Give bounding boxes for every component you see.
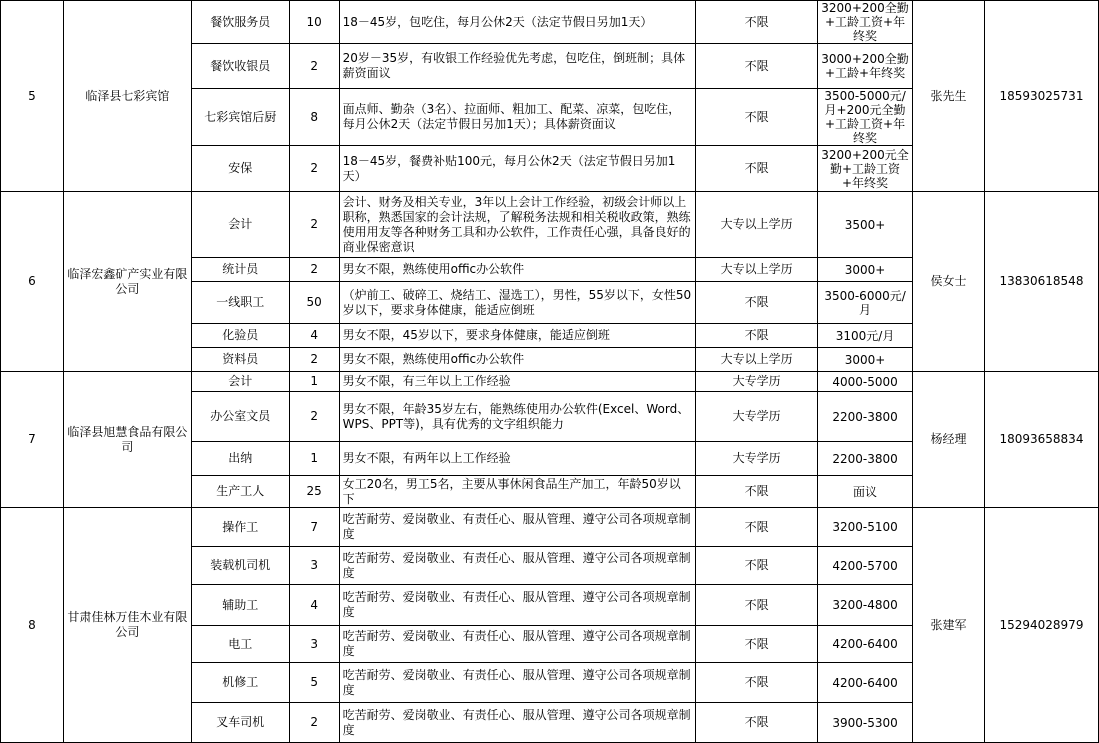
salary-cell: 3000+ bbox=[818, 348, 913, 372]
job-title-cell: 一线职工 bbox=[191, 282, 289, 324]
education-cell: 不限 bbox=[696, 585, 818, 626]
education-cell: 大专以上学历 bbox=[696, 348, 818, 372]
headcount-cell: 25 bbox=[289, 476, 339, 508]
requirement-cell: 会计、财务及相关专业，3年以上会计工作经验，初级会计师以上职称，熟悉国家的会计法规，了解税务法规和相关税收政策，熟练使用用友等各种财务工具和办公软件，工作责任心强，具备良好的商业保密意识 bbox=[339, 192, 696, 258]
salary-cell: 4200-6400 bbox=[818, 626, 913, 663]
headcount-cell: 3 bbox=[289, 626, 339, 663]
headcount-cell: 7 bbox=[289, 508, 339, 547]
salary-cell: 3100元/月 bbox=[818, 324, 913, 348]
headcount-cell: 2 bbox=[289, 192, 339, 258]
education-cell: 大专学历 bbox=[696, 372, 818, 392]
headcount-cell: 4 bbox=[289, 585, 339, 626]
job-title-cell: 操作工 bbox=[191, 508, 289, 547]
company-cell: 临泽宏鑫矿产实业有限公司 bbox=[63, 192, 191, 372]
salary-cell: 3200-5100 bbox=[818, 508, 913, 547]
education-cell: 不限 bbox=[696, 663, 818, 703]
job-title-cell: 装载机司机 bbox=[191, 547, 289, 585]
requirement-cell: 男女不限，有两年以上工作经验 bbox=[339, 442, 696, 476]
education-cell: 不限 bbox=[696, 626, 818, 663]
requirement-cell: 18－45岁，餐费补贴100元，每月公休2天（法定节假日另加1天） bbox=[339, 146, 696, 192]
headcount-cell: 3 bbox=[289, 547, 339, 585]
salary-cell: 3200-4800 bbox=[818, 585, 913, 626]
headcount-cell: 8 bbox=[289, 89, 339, 146]
phone-cell: 18093658834 bbox=[984, 372, 1098, 508]
education-cell: 不限 bbox=[696, 703, 818, 743]
education-cell: 不限 bbox=[696, 146, 818, 192]
education-cell: 不限 bbox=[696, 547, 818, 585]
salary-cell: 3500+ bbox=[818, 192, 913, 258]
requirement-cell: 吃苦耐劳、爱岗敬业、有责任心、服从管理、遵守公司各项规章制度 bbox=[339, 585, 696, 626]
headcount-cell: 2 bbox=[289, 44, 339, 89]
education-cell: 大专以上学历 bbox=[696, 192, 818, 258]
salary-cell: 2200-3800 bbox=[818, 392, 913, 442]
salary-cell: 4200-5700 bbox=[818, 547, 913, 585]
salary-cell: 4200-6400 bbox=[818, 663, 913, 703]
job-title-cell: 统计员 bbox=[191, 258, 289, 282]
salary-cell: 3000+200全勤+工龄+年终奖 bbox=[818, 44, 913, 89]
headcount-cell: 2 bbox=[289, 703, 339, 743]
job-title-cell: 机修工 bbox=[191, 663, 289, 703]
requirement-cell: 面点师、勤杂（3名）、拉面师、粗加工、配菜、凉菜，包吃住，每月公休2天（法定节假日另加1天）；具体薪资面议 bbox=[339, 89, 696, 146]
requirement-cell: 女工20名，男工5名，主要从事休闲食品生产加工，年龄50岁以下 bbox=[339, 476, 696, 508]
job-title-cell: 生产工人 bbox=[191, 476, 289, 508]
salary-cell: 2200-3800 bbox=[818, 442, 913, 476]
table-row bbox=[1, 508, 1099, 547]
education-cell: 不限 bbox=[696, 324, 818, 348]
headcount-cell: 1 bbox=[289, 372, 339, 392]
job-title-cell: 会计 bbox=[191, 192, 289, 258]
table-body bbox=[1, 1, 1099, 743]
job-title-cell: 叉车司机 bbox=[191, 703, 289, 743]
job-title-cell: 办公室文员 bbox=[191, 392, 289, 442]
company-cell: 临泽县旭慧食品有限公司 bbox=[63, 372, 191, 508]
education-cell: 不限 bbox=[696, 282, 818, 324]
contact-cell: 张先生 bbox=[913, 1, 985, 192]
salary-cell: 3200+200元全勤+工龄工资+年终奖 bbox=[818, 146, 913, 192]
headcount-cell: 2 bbox=[289, 146, 339, 192]
requirement-cell: 吃苦耐劳、爱岗敬业、有责任心、服从管理、遵守公司各项规章制度 bbox=[339, 703, 696, 743]
requirement-cell: 吃苦耐劳、爱岗敬业、有责任心、服从管理、遵守公司各项规章制度 bbox=[339, 626, 696, 663]
job-title-cell: 电工 bbox=[191, 626, 289, 663]
contact-cell: 侯女士 bbox=[913, 192, 985, 372]
education-cell: 不限 bbox=[696, 508, 818, 547]
job-title-cell: 七彩宾馆后厨 bbox=[191, 89, 289, 146]
headcount-cell: 50 bbox=[289, 282, 339, 324]
company-cell: 甘肃佳林万佳木业有限公司 bbox=[63, 508, 191, 743]
requirement-cell: 男女不限，有三年以上工作经验 bbox=[339, 372, 696, 392]
education-cell: 不限 bbox=[696, 89, 818, 146]
education-cell: 不限 bbox=[696, 476, 818, 508]
salary-cell: 面议 bbox=[818, 476, 913, 508]
requirement-cell: 男女不限，熟练使用offic办公软件 bbox=[339, 348, 696, 372]
table-row bbox=[1, 1, 1099, 44]
salary-cell: 4000-5000 bbox=[818, 372, 913, 392]
salary-cell: 3500-5000元/月+200元全勤+工龄工资+年终奖 bbox=[818, 89, 913, 146]
job-title-cell: 餐饮收银员 bbox=[191, 44, 289, 89]
phone-cell: 13830618548 bbox=[984, 192, 1098, 372]
headcount-cell: 2 bbox=[289, 258, 339, 282]
requirement-cell: 20岁－35岁，有收银工作经验优先考虑，包吃住，倒班制；具体薪资面议 bbox=[339, 44, 696, 89]
phone-cell: 18593025731 bbox=[984, 1, 1098, 192]
job-title-cell: 安保 bbox=[191, 146, 289, 192]
headcount-cell: 1 bbox=[289, 442, 339, 476]
phone-cell: 15294028979 bbox=[984, 508, 1098, 743]
headcount-cell: 2 bbox=[289, 392, 339, 442]
job-title-cell: 餐饮服务员 bbox=[191, 1, 289, 44]
requirement-cell: 18－45岁，包吃住，每月公休2天（法定节假日另加1天） bbox=[339, 1, 696, 44]
headcount-cell: 5 bbox=[289, 663, 339, 703]
row-number-cell: 8 bbox=[1, 508, 64, 743]
education-cell: 不限 bbox=[696, 44, 818, 89]
job-title-cell: 化验员 bbox=[191, 324, 289, 348]
salary-cell: 3900-5300 bbox=[818, 703, 913, 743]
education-cell: 不限 bbox=[696, 1, 818, 44]
requirement-cell: （炉前工、破碎工、烧结工、湿选工），男性，55岁以下，女性50岁以下，要求身体健康，能适应倒班 bbox=[339, 282, 696, 324]
job-title-cell: 会计 bbox=[191, 372, 289, 392]
headcount-cell: 4 bbox=[289, 324, 339, 348]
contact-cell: 杨经理 bbox=[913, 372, 985, 508]
requirement-cell: 男女不限，45岁以下，要求身体健康，能适应倒班 bbox=[339, 324, 696, 348]
education-cell: 大专学历 bbox=[696, 442, 818, 476]
requirement-cell: 吃苦耐劳、爱岗敬业、有责任心、服从管理、遵守公司各项规章制度 bbox=[339, 508, 696, 547]
requirement-cell: 吃苦耐劳、爱岗敬业、有责任心、服从管理、遵守公司各项规章制度 bbox=[339, 547, 696, 585]
salary-cell: 3000+ bbox=[818, 258, 913, 282]
row-number-cell: 7 bbox=[1, 372, 64, 508]
salary-cell: 3500-6000元/月 bbox=[818, 282, 913, 324]
row-number-cell: 6 bbox=[1, 192, 64, 372]
company-cell: 临泽县七彩宾馆 bbox=[63, 1, 191, 192]
education-cell: 大专学历 bbox=[696, 392, 818, 442]
requirement-cell: 吃苦耐劳、爱岗敬业、有责任心、服从管理、遵守公司各项规章制度 bbox=[339, 663, 696, 703]
table-row bbox=[1, 192, 1099, 258]
education-cell: 大专以上学历 bbox=[696, 258, 818, 282]
requirement-cell: 男女不限，熟练使用offic办公软件 bbox=[339, 258, 696, 282]
headcount-cell: 10 bbox=[289, 1, 339, 44]
requirement-cell: 男女不限，年龄35岁左右，能熟练使用办公软件(Excel、Word、WPS、PPT等)，具有优秀的文字组织能力 bbox=[339, 392, 696, 442]
job-title-cell: 辅助工 bbox=[191, 585, 289, 626]
job-title-cell: 出纳 bbox=[191, 442, 289, 476]
salary-cell: 3200+200全勤+工龄工资+年终奖 bbox=[818, 1, 913, 44]
contact-cell: 张建军 bbox=[913, 508, 985, 743]
headcount-cell: 2 bbox=[289, 348, 339, 372]
row-number-cell: 5 bbox=[1, 1, 64, 192]
table-row bbox=[1, 372, 1099, 392]
job-title-cell: 资料员 bbox=[191, 348, 289, 372]
